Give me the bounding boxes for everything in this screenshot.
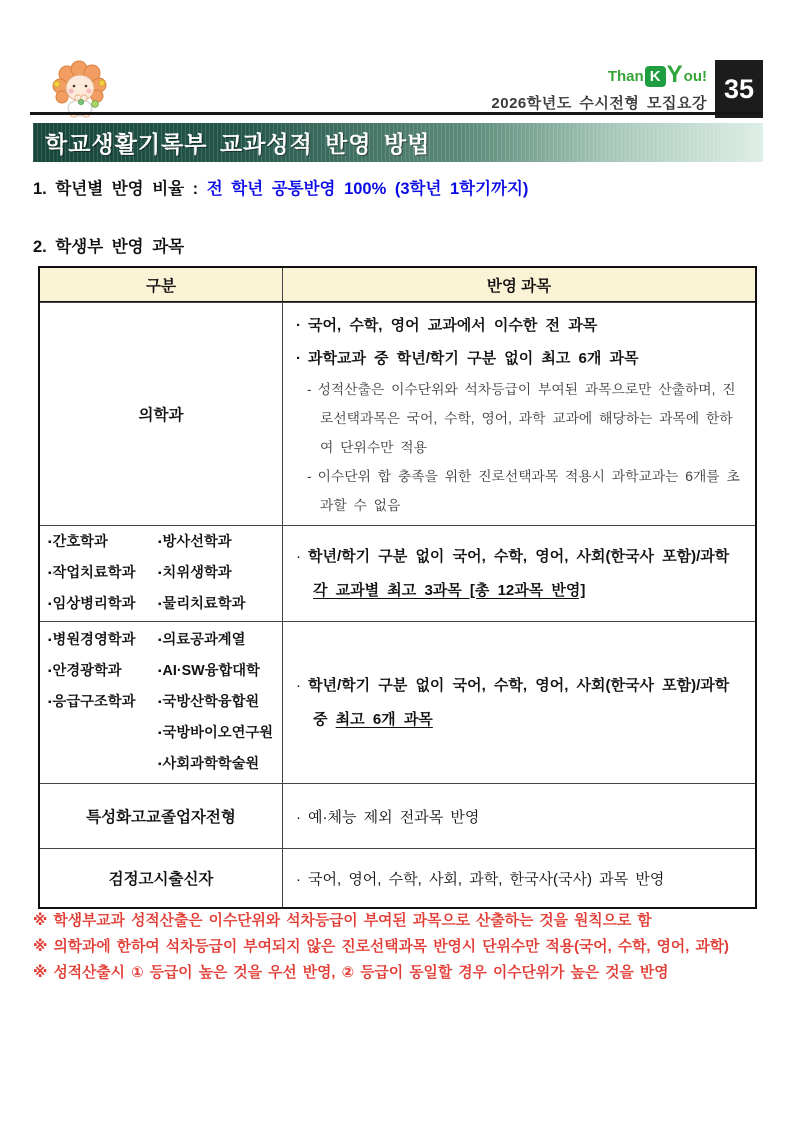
medical-subjects-cell: [283, 303, 755, 525]
square-bullet-icon: ▪: [158, 537, 162, 548]
square-bullet-icon: ▪: [158, 568, 162, 579]
bullet-dot-icon: ·: [296, 870, 301, 888]
square-bullet-icon: ▪: [158, 599, 162, 610]
dept-item: ▪병원경영학과: [48, 632, 136, 648]
vocational-label: 특성화고교졸업자전형: [86, 809, 236, 826]
square-bullet-icon: ▪: [158, 666, 162, 677]
dash-icon: -: [307, 468, 312, 484]
square-bullet-icon: ▪: [48, 635, 52, 646]
footnote-2: ※ 의학과에 한하여 석차등급이 부여되지 않은 진로선택과목 반영시 단위수만 적용(국어, 수학, 영어, 과학): [33, 939, 729, 955]
underlined-rule: 각 교과별 최고 3과목 [총 12과목 반영]: [313, 581, 586, 599]
medical-bullet-2: · 과학교과 중 학년/학기 구분 없이 최고 6개 과목: [296, 349, 639, 367]
dash-icon: -: [307, 381, 312, 397]
ged-rule-text: · 국어, 영어, 수학, 사회, 과학, 한국사(국사) 과목 반영: [296, 870, 665, 888]
dept-item: ▪의료공과계열: [158, 632, 246, 648]
health2-subjects-cell: [283, 622, 755, 783]
dept-item: ▪방사선학과: [158, 534, 232, 550]
underlined-rule: 최고 6개 과목: [335, 710, 433, 728]
square-bullet-icon: ▪: [158, 759, 162, 770]
girl-mascot-icon: [45, 60, 117, 118]
reflection-subjects-table: [38, 266, 757, 909]
square-bullet-icon: ▪: [158, 635, 162, 646]
table-row-ged: [40, 848, 755, 907]
dept-item: ▪임상병리학과: [48, 596, 136, 612]
bullet-dot-icon: ·: [296, 547, 301, 565]
square-bullet-icon: ▪: [48, 599, 52, 610]
medical-subitem-1: - 성적산출은 이수단위와 석차등급이 부여된 과목으로만 산출하며, 진로선택과목은 국어, 수학, 영어, 과학 교과에 해당하는 과목에 한하여 단위수만 적용: [307, 381, 736, 455]
logo-text-y: Y: [666, 61, 683, 88]
health1-rule-text: · 학년/학기 구분 없이 국어, 수학, 영어, 사회(한국사 포함)/과학 각 교과별 최고 3과목 [총 12과목 반영]: [296, 547, 730, 599]
section-title-bar: [33, 123, 763, 162]
medical-bullet-1: · 국어, 수학, 영어 교과에서 이수한 전 과목: [296, 316, 598, 334]
header-rule: [30, 112, 763, 115]
square-bullet-icon: ▪: [48, 537, 52, 548]
dept-item: ▪작업치료학과: [48, 565, 136, 581]
grade-ratio-line: [33, 175, 528, 199]
dept-item: ▪사회과학학술원: [158, 756, 260, 772]
health1-dept-list: [40, 527, 282, 620]
square-bullet-icon: ▪: [48, 568, 52, 579]
health2-dept-list: [40, 625, 282, 780]
thankyou-logo: [608, 63, 707, 87]
logo-text-than: Than: [607, 68, 644, 85]
col-header-category: 구분: [40, 268, 283, 301]
dept-item: ▪물리치료학과: [158, 596, 246, 612]
square-bullet-icon: ▪: [48, 666, 52, 677]
bullet-dot-icon: ·: [296, 808, 301, 826]
square-bullet-icon: ▪: [158, 697, 162, 708]
dept-item: ▪국방산학융합원: [158, 694, 260, 710]
medical-subitem-2: - 이수단위 합 충족을 위한 진로선택과목 적용시 과학교과는 6개를 초과할 수 없음: [307, 468, 740, 513]
dept-item: ▪간호학과: [48, 534, 108, 550]
ged-label: 검정고시출신자: [108, 871, 214, 888]
edition-title: 2026학년도 수시전형 모집요강: [491, 95, 707, 112]
logo-k-badge: K: [645, 66, 666, 87]
bullet-dot-icon: ·: [296, 316, 301, 334]
table-row-medical: [40, 302, 755, 525]
table-row-health2: [40, 621, 755, 783]
bullet-dot-icon: ·: [296, 676, 301, 694]
table-header-row: [40, 268, 755, 302]
col-header-subjects: 반영 과목: [486, 277, 552, 295]
medical-label: 의학과: [138, 407, 184, 424]
footnote-3: ※ 성적산출시 ① 등급이 높은 것을 우선 반영, ② 등급이 동일할 경우 이수단위가 높은 것을 반영: [33, 965, 669, 981]
subjects-section-label: 2. 학생부 반영 과목: [33, 238, 185, 256]
dept-item: ▪응급구조학과: [48, 694, 136, 710]
dept-item: ▪치위생학과: [158, 565, 232, 581]
footnote-1: ※ 학생부교과 성적산출은 이수단위와 석차등급이 부여된 과목으로 산출하는 것을 원칙으로 함: [33, 913, 652, 929]
page-title: 학교생활기록부 교과성적 반영 방법: [45, 131, 431, 157]
dept-item: ▪안경광학과: [48, 663, 122, 679]
logo-text-ou: ou!: [683, 68, 707, 85]
table-row-vocational: [40, 783, 755, 848]
dept-item: ▪국방바이오연구원: [158, 725, 274, 741]
health1-subjects-cell: [283, 526, 755, 621]
health2-rule-text: · 학년/학기 구분 없이 국어, 수학, 영어, 사회(한국사 포함)/과학 중 최고 6개 과목: [296, 676, 730, 728]
table-row-health1: [40, 525, 755, 621]
square-bullet-icon: ▪: [48, 697, 52, 708]
footnotes: [33, 908, 773, 986]
dept-item: ▪AI·SW융합대학: [158, 663, 260, 679]
square-bullet-icon: ▪: [158, 728, 162, 739]
grade-ratio-value: 전 학년 공통반영 100% (3학년 1학기까지): [206, 180, 529, 198]
vocational-rule-text: · 예·체능 제외 전과목 반영: [296, 808, 480, 826]
bullet-dot-icon: ·: [296, 349, 301, 367]
grade-ratio-label: 1. 학년별 반영 비율 :: [33, 180, 207, 198]
page-number: 35: [715, 60, 763, 118]
